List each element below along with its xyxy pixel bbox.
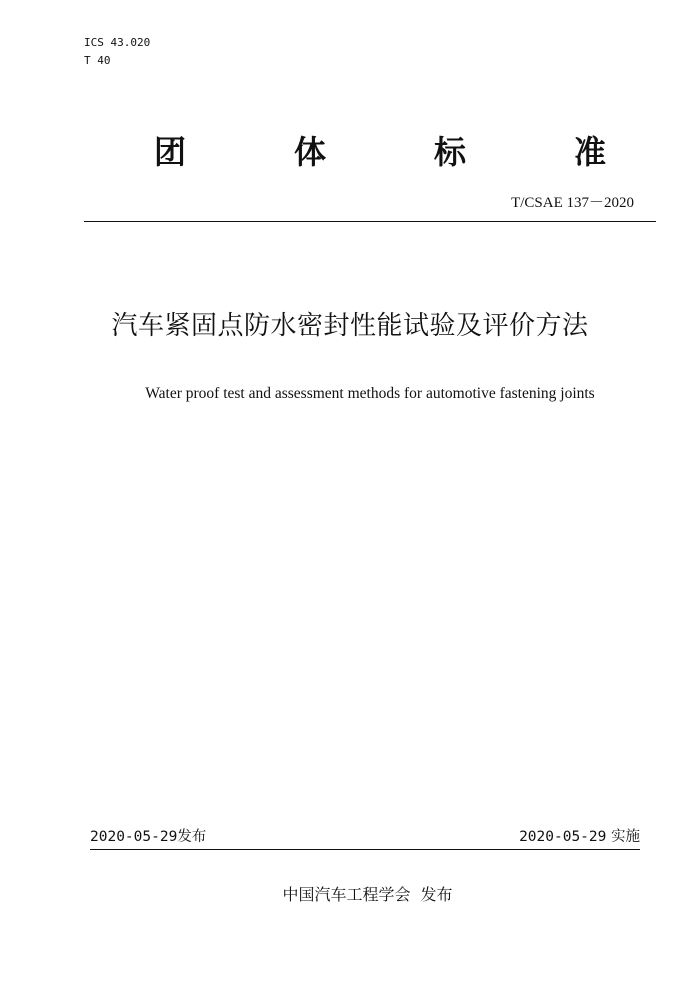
- implementation-date: 2020-05-29: [519, 829, 607, 845]
- publisher-line: [0, 882, 700, 905]
- ccs-code: T 40: [84, 54, 111, 67]
- standard-type-char: 准: [573, 133, 606, 171]
- implementation-label: 实施: [611, 829, 640, 845]
- publisher-name: 中国汽车工程学会: [282, 885, 411, 904]
- implementation-date-line: [519, 825, 640, 846]
- issue-date: 2020-05-29: [90, 829, 178, 845]
- issue-date-line: [90, 825, 206, 846]
- standard-type-char: 团: [153, 133, 186, 171]
- ics-code: ICS 43.020: [84, 36, 151, 49]
- standard-type-heading: [140, 128, 620, 172]
- footer-divider: [90, 849, 640, 850]
- header-divider: [84, 221, 656, 222]
- standard-number: T/CSAE 137－2020: [511, 195, 634, 211]
- document-title-en: Water proof test and assessment methods for automotive fastening joints: [145, 385, 595, 402]
- issue-label: 发布: [177, 829, 207, 845]
- document-title-cn: 汽车紧固点防水密封性能试验及评价方法: [111, 311, 589, 341]
- standard-type-char: 体: [293, 133, 326, 171]
- publisher-action: 发布: [420, 885, 453, 904]
- standard-type-char: 标: [433, 133, 466, 171]
